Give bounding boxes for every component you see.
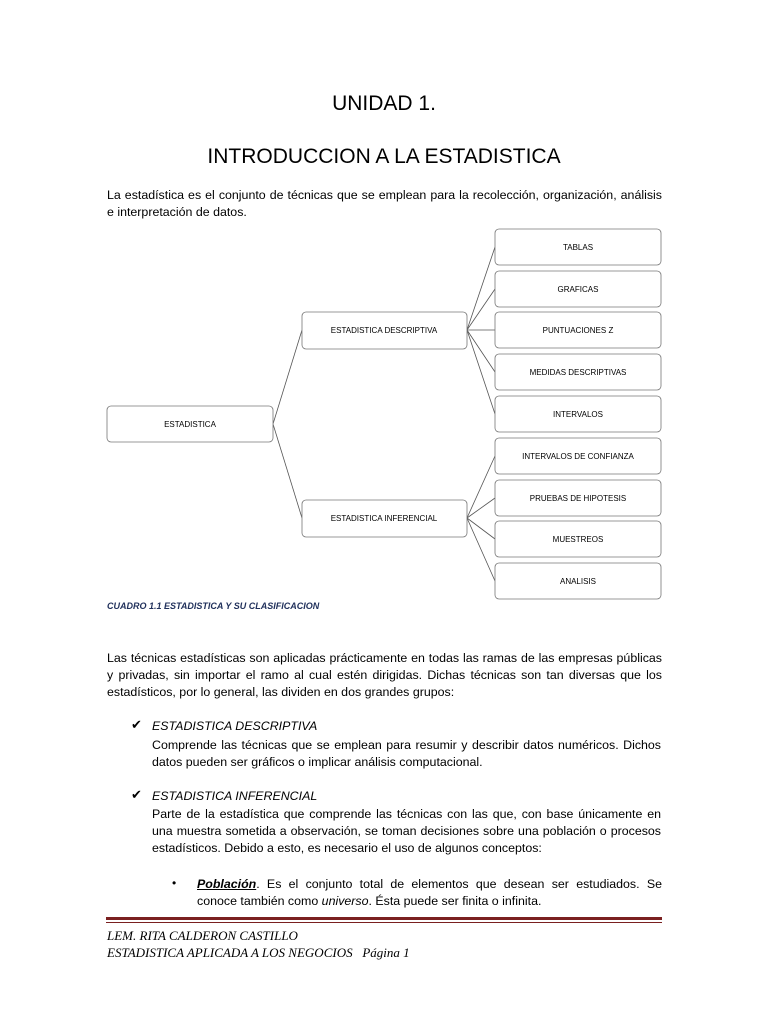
- node-descriptiva-label: ESTADISTICA DESCRIPTIVA: [330, 326, 438, 335]
- unit-heading: UNIDAD 1.: [332, 92, 436, 115]
- node-pruebas-hipotesis-label: PRUEBAS DE HIPOTESIS: [529, 494, 627, 503]
- node-puntuaciones-z: [495, 312, 661, 348]
- footer-rule: [106, 917, 662, 920]
- node-inferencial-label: ESTADISTICA INFERENCIAL: [330, 514, 438, 523]
- poblacion-text-a: . Es el conjunto total de elementos que desean ser estudiados. Se conoce también como: [197, 877, 662, 908]
- node-graficas: [495, 271, 661, 307]
- footer-course: ESTADISTICA APLICADA A LOS NEGOCIOS: [107, 945, 353, 960]
- bullet-title-inferencial: ESTADISTICA INFERENCIAL: [152, 789, 318, 803]
- node-intervalos: [495, 396, 661, 432]
- node-pruebas-hipotesis: [495, 480, 661, 516]
- node-intervalos-confianza: [495, 438, 661, 474]
- subitem-poblacion: [197, 876, 662, 910]
- figure-caption: CUADRO 1.1 ESTADISTICA Y SU CLASIFICACION: [107, 601, 320, 611]
- poblacion-text-b: . Ésta puede ser finita o infinita.: [368, 894, 542, 908]
- node-inferencial: [302, 500, 467, 537]
- page-title: INTRODUCCION A LA ESTADISTICA: [207, 145, 561, 168]
- node-medidas-descriptivas-label: MEDIDAS DESCRIPTIVAS: [529, 368, 627, 377]
- footer-rule-thin: [106, 922, 662, 923]
- bullet-text-inferencial: Parte de la estadística que comprende las técnicas con las que, con base únicamente en una muestra sometida a observación, se toman decisiones sobre una población o procesos estadísticos. Debido a esto, es necesario el uso de algunos conceptos:: [152, 807, 661, 855]
- node-estadistica: [107, 406, 273, 442]
- node-intervalos-label: INTERVALOS: [553, 410, 603, 419]
- term-poblacion: Población: [197, 877, 257, 891]
- term-universo: universo: [321, 894, 369, 908]
- footer-course-line: [107, 945, 410, 961]
- bullet-title-descriptiva: ESTADISTICA DESCRIPTIVA: [152, 719, 318, 733]
- page-number: Página 1: [362, 945, 410, 960]
- node-tablas-label: TABLAS: [562, 243, 594, 252]
- node-muestreos-label: MUESTREOS: [552, 535, 604, 544]
- node-analisis-label: ANALISIS: [559, 577, 597, 586]
- footer-author: LEM. RITA CALDERON CASTILLO: [107, 928, 298, 943]
- bullet-text-descriptiva: Comprende las técnicas que se emplean para resumir y describir datos numéricos. Dichos datos pueden ser gráficos o implicar análisis computacional.: [152, 738, 661, 769]
- node-intervalos-confianza-label: INTERVALOS DE CONFIANZA: [522, 452, 634, 461]
- node-graficas-label: GRAFICAS: [557, 285, 599, 294]
- node-tablas: [495, 229, 661, 265]
- bullet-dot-icon: •: [172, 876, 177, 890]
- checkmark-icon: ✔: [131, 717, 142, 732]
- node-puntuaciones-z-label: PUNTUACIONES Z: [542, 326, 614, 335]
- checkmark-icon: ✔: [131, 787, 142, 802]
- node-estadistica-label: ESTADISTICA: [164, 420, 216, 429]
- node-muestreos: [495, 521, 661, 557]
- node-descriptiva: [302, 312, 467, 349]
- body-paragraph: Las técnicas estadísticas son aplicadas prácticamente en todas las ramas de las empresas públicas y privadas, sin importar el ramo al cual estén dirigidas. Dichas técnicas son tan diversas que los estadísticos, por lo general, las dividen en dos grandes grupos:: [107, 651, 662, 699]
- node-medidas-descriptivas: [495, 354, 661, 390]
- node-analisis: [495, 563, 661, 599]
- intro-paragraph: La estadística es el conjunto de técnicas que se emplean para la recolección, organización, análisis e interpretación de datos.: [107, 188, 662, 219]
